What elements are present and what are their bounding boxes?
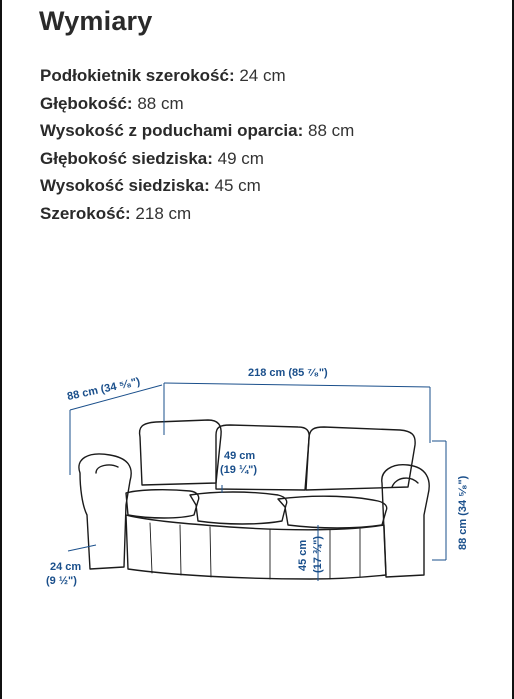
spec-seat-height <box>40 174 354 202</box>
spec-label: Głębokość: <box>40 93 133 113</box>
spec-depth <box>40 92 354 120</box>
spec-label: Podłokietnik szerokość: <box>40 66 235 85</box>
spec-label: Wysokość siedziska: <box>40 176 210 195</box>
spec-label: Wysokość z poduchami oparcia: <box>40 121 304 140</box>
spec-seat-depth <box>40 147 354 175</box>
dimension-labels <box>46 367 469 587</box>
sofa-drawing <box>79 420 429 579</box>
back-cushion-right <box>306 427 415 490</box>
page-title: Wymiary <box>39 6 153 36</box>
back-cushion-left <box>140 420 222 485</box>
dimension-spec-list <box>40 64 354 229</box>
spec-label: Szerokość: <box>40 203 131 223</box>
height-label: 88 cm (34 ⁵⁄₈") <box>457 475 469 550</box>
spec-value: 49 cm <box>212 148 264 168</box>
width-label: 218 cm (85 ⁷⁄₈") <box>248 367 328 379</box>
left-armrest <box>79 454 131 569</box>
spec-value: 24 cm <box>234 66 286 85</box>
spec-width <box>40 202 354 230</box>
spec-value: 88 cm <box>132 93 184 113</box>
sofa-dimension-diagram <box>30 355 480 595</box>
armrest-label-cm: 24 cm <box>50 561 82 573</box>
right-armrest <box>382 465 429 577</box>
seat-height-label-in: (17 ¾") <box>312 535 324 573</box>
seat-height-label-cm: 45 cm <box>297 539 309 571</box>
sofa-skirt <box>126 515 386 579</box>
spec-value: 45 cm <box>209 176 261 195</box>
spec-value: 88 cm <box>303 121 355 140</box>
seat-cushion-right <box>278 496 387 528</box>
seat-cushion-middle <box>190 492 287 524</box>
depth-label: 88 cm (34 ⁵⁄₈") <box>66 375 142 403</box>
window-left-border <box>0 0 2 699</box>
spec-value: 218 cm <box>130 203 192 223</box>
armrest-label-in: (9 ½") <box>46 575 77 587</box>
seat-cushion-left <box>126 490 199 518</box>
seat-depth-label-in: (19 ¼") <box>220 464 258 476</box>
spec-label: Głębokość siedziska: <box>40 148 213 168</box>
spec-armrest-width <box>40 64 354 92</box>
spec-height-with-back-cushions <box>40 119 354 147</box>
seat-depth-label-cm: 49 cm <box>224 450 256 462</box>
